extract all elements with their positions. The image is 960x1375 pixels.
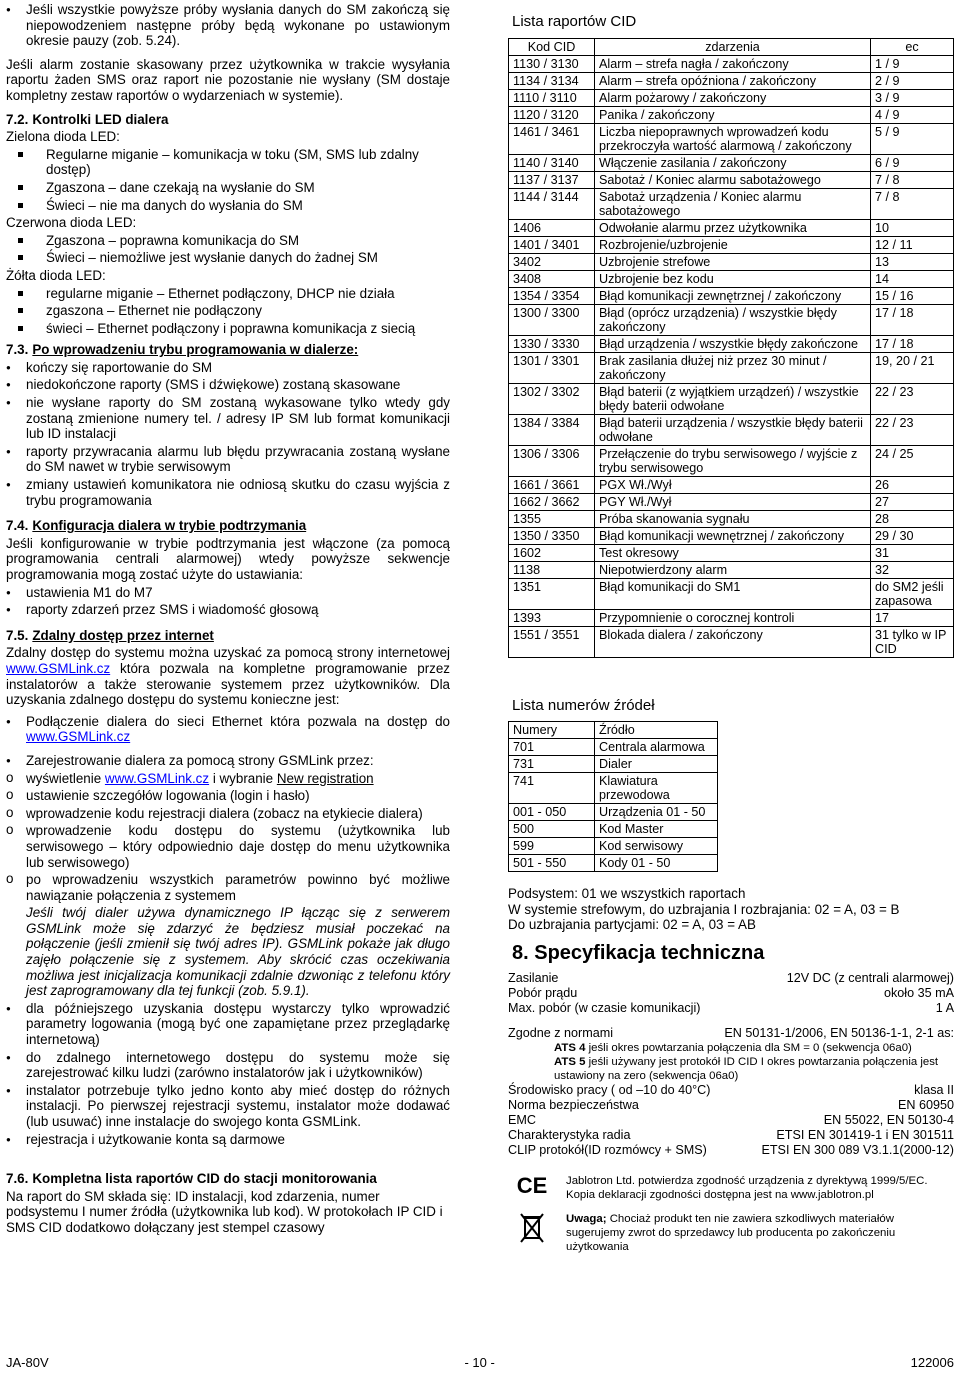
- table-cell: 1140 / 3140: [509, 154, 595, 171]
- table-cell: 1134 / 3134: [509, 72, 595, 89]
- table-cell: 22 / 23: [871, 414, 954, 445]
- programming-mode-list: [6, 360, 450, 508]
- spec-row: [508, 986, 954, 1001]
- table-cell: 1 / 9: [871, 55, 954, 72]
- list-item: ● raporty przywracania alarmu lub błędu przywracania zostaną wysłane do SM nawet w trybie serwisowym: [6, 444, 450, 475]
- list-item: ● do zdalnego internetowego dostępu do systemu może się zarejestrować kilku ludzi (zarówno instalatorów jak i użytkowników): [6, 1050, 450, 1081]
- yellow-led-label: Żółta dioda LED:: [6, 267, 106, 283]
- table-cell: Sabotaż / Koniec alarmu sabotażowego: [595, 171, 871, 188]
- green-led-list: [6, 147, 450, 213]
- table-cell: Kod serwisowy: [595, 838, 718, 855]
- table-cell: 6 / 9: [871, 154, 954, 171]
- table-cell: Sabotaż urządzenia / Koniec alarmu sabotażowego: [595, 188, 871, 219]
- table-cell: Kody 01 - 50: [595, 855, 718, 872]
- spec-note: ATS 5 jeśli używany jest protokół ID CID I okres powtarzania połączenia jest ustawiony na zero (sekwencja 06a0): [554, 1055, 939, 1082]
- table-cell: Uzbrojenie strefowe: [595, 253, 871, 270]
- table-cell: 1351: [509, 578, 595, 609]
- table-cell: Alarm – strefa nagła / zakończony: [595, 55, 871, 72]
- page-number: - 10 -: [464, 1355, 495, 1370]
- spec-value: ETSI EN 301419-1 i EN 301511: [776, 1127, 954, 1142]
- table-row: [509, 171, 954, 188]
- table-cell: 701: [509, 739, 595, 756]
- table-cell: 24 / 25: [871, 445, 954, 476]
- list-item: ● raporty zdarzeń przez SMS i wiadomość głosową: [6, 602, 450, 618]
- red-led-label: Czerwona dioda LED:: [6, 215, 137, 231]
- table-cell: 3 / 9: [871, 89, 954, 106]
- spec-label: Pobór prądu: [508, 985, 578, 1000]
- table-cell: Włączenie zasilania / zakończony: [595, 154, 871, 171]
- yellow-led-list: [6, 286, 450, 337]
- spec-value: klasa II: [914, 1082, 954, 1097]
- table-row: [509, 106, 954, 123]
- table-row: [509, 414, 954, 445]
- table-cell: Błąd baterii (z wyjątkiem urządzeń) / wszystkie błędy baterii odwołane: [595, 383, 871, 414]
- list-item: Świeci – niemożliwe jest wysłanie danych do żadnej SM: [6, 250, 450, 266]
- table-cell: 599: [509, 838, 595, 855]
- disposal-note: Uwaga; Chociaż produkt ten nie zawiera szkodliwych materiałów sugerujemy zwrot do sprzedawcy lub producenta po zakończeniu użytkowania: [566, 1212, 896, 1253]
- table-cell: Błąd komunikacji do SM1: [595, 578, 871, 609]
- table-cell: 1302 / 3302: [509, 383, 595, 414]
- spec-label: CLIP protokół(ID rozmówcy + SMS): [508, 1142, 707, 1157]
- table-row: [509, 561, 954, 578]
- table-cell: 5 / 9: [871, 123, 954, 154]
- spec-value: ETSI EN 300 089 V3.1.1(2000-12): [761, 1142, 954, 1157]
- list-item: o ustawienie szczegółów logowania (login i hasło): [6, 788, 450, 804]
- cid-list-title: Lista raportów CID: [512, 13, 637, 30]
- spec-note: ATS 4 jeśli okres powtarzania połączenia dla SM = 0 (sekwencja 06a0): [554, 1041, 912, 1054]
- table-row: [509, 383, 954, 414]
- table-cell: 3402: [509, 253, 595, 270]
- subsystem-info: [508, 886, 954, 933]
- table-row: [509, 578, 954, 609]
- list-item: świeci – Ethernet podłączony i poprawna komunikacja z siecią: [6, 321, 450, 337]
- table-row: [509, 335, 954, 352]
- table-row: [509, 219, 954, 236]
- gsmlink-link[interactable]: www.GSMLink.cz: [104, 770, 210, 786]
- table-cell: Panika / zakończony: [595, 106, 871, 123]
- spec-list: [508, 1083, 954, 1158]
- list-item: ● ustawienia M1 do M7: [6, 585, 450, 601]
- section-heading: 7.2. Kontrolki LED dialera: [6, 111, 169, 127]
- list-item: ● nie wysłane raporty do SM zostaną wykasowane tylko wtedy gdy zostaną zmienione numery tel. / adresy IP SM lub format komunikacji lub ID instalacji: [6, 395, 450, 442]
- spec-label: Zasilanie: [508, 970, 559, 985]
- table-row: [509, 544, 954, 561]
- list-item: ● Jeśli wszystkie powyższe próby wysłania danych do SM zakończą się niepowodzeniem następne próby będą wykonane po ustawionym okresie pauzy (zob. 5.24).: [6, 2, 450, 49]
- green-led-label: Zielona dioda LED:: [6, 129, 120, 145]
- table-row: [509, 527, 954, 544]
- table-cell: Kod Master: [595, 821, 718, 838]
- table-cell: 1661 / 3661: [509, 476, 595, 493]
- table-cell: PGX Wł./Wył: [595, 476, 871, 493]
- table-cell: Rozbrojenie/uzbrojenie: [595, 236, 871, 253]
- list-item: ● instalator potrzebuje tylko jedno konto aby mieć dostęp do różnych instalacji. Po pierwszej rejestracji systemu, instalator może dodawać (lub usuwać) inne instalacje do swojego konta GSMLink.: [6, 1083, 450, 1130]
- table-cell: 1300 / 3300: [509, 304, 595, 335]
- list-item: Zgaszona – dane czekają na wysłanie do SM: [6, 180, 450, 196]
- table-cell: Urządzenia 01 - 50: [595, 804, 718, 821]
- list-item: zgaszona – Ethernet nie podłączony: [6, 303, 450, 319]
- table-cell: 1138: [509, 561, 595, 578]
- table-cell: 7 / 8: [871, 171, 954, 188]
- table-cell: 32: [871, 561, 954, 578]
- table-cell: 1350 / 3350: [509, 527, 595, 544]
- source-list-title: Lista numerów źródeł: [512, 696, 655, 714]
- table-cell: 1144 / 3144: [509, 188, 595, 219]
- spec-row: Zgodne z normami EN 50131-1/2006, EN 50136-1-1, 2-1 as:: [508, 1025, 954, 1040]
- table-header: Kod CID: [509, 38, 595, 55]
- paragraph: Na raport do SM składa się: ID instalacji, kod zdarzenia, numer podsystemu I numer źródła (użytkownika lub kod). W protokołach IP CID i SMS CID dodatkowo dołączany jest stempel czasowy: [6, 1188, 443, 1235]
- registration-steps: [6, 771, 450, 904]
- table-row: [509, 55, 954, 72]
- spec-row: [508, 1128, 954, 1143]
- table-row: [509, 123, 954, 154]
- list-item: regularne miganie – Ethernet podłączony, DHCP nie działa: [6, 286, 450, 302]
- table-row: [509, 352, 954, 383]
- table-cell: 1354 / 3354: [509, 287, 595, 304]
- table-cell: 10: [871, 219, 954, 236]
- table-header: ec: [871, 38, 954, 55]
- table-cell: 26: [871, 476, 954, 493]
- section-heading: 7.5. Zdalny dostęp przez internet: [6, 627, 214, 643]
- spec-label: Norma bezpieczeństwa: [508, 1097, 639, 1112]
- table-cell: 500: [509, 821, 595, 838]
- table-cell: 1110 / 3110: [509, 89, 595, 106]
- table-cell: 31 tylko w IP CID: [871, 626, 954, 657]
- page-title: 8. Specyfikacja techniczna: [512, 941, 765, 964]
- table-cell: Błąd baterii urządzenia / wszystkie błędy baterii odwołane: [595, 414, 871, 445]
- footer-model: JA-80V: [6, 1355, 49, 1370]
- table-cell: Błąd komunikacji zewnętrznej / zakończony: [595, 287, 871, 304]
- source-table: [508, 721, 718, 872]
- table-cell: do SM2 jeśli zapasowa: [871, 578, 954, 609]
- table-cell: 1301 / 3301: [509, 352, 595, 383]
- table-cell: 22 / 23: [871, 383, 954, 414]
- table-row: [509, 804, 718, 821]
- spec-row: [508, 1098, 954, 1113]
- table-cell: Źródło: [595, 722, 718, 739]
- table-row: [509, 739, 718, 756]
- table-cell: 27: [871, 493, 954, 510]
- table-cell: Klawiatura przewodowa: [595, 773, 718, 804]
- table-row: [509, 756, 718, 773]
- table-row: [509, 253, 954, 270]
- table-row: [509, 510, 954, 527]
- crossed-bin-icon: [508, 1212, 556, 1254]
- table-cell: PGY Wł./Wył: [595, 493, 871, 510]
- table-cell: 1355: [509, 510, 595, 527]
- table-row: [509, 89, 954, 106]
- list-item: ● niedokończone raporty (SMS i dźwiękowe) zostaną skasowane: [6, 377, 450, 393]
- table-cell: Próba skanowania sygnału: [595, 510, 871, 527]
- paragraph: Jeśli alarm zostanie skasowany przez użytkownika w trakcie wysyłania raportu żaden SMS oraz raport nie pozostanie nie wysłany (SM dostaje kompletny zestaw raportów o wydarzeniach w systemie).: [6, 56, 450, 103]
- table-cell: 1137 / 3137: [509, 171, 595, 188]
- table-cell: 001 - 050: [509, 804, 595, 821]
- table-cell: 31: [871, 544, 954, 561]
- table-cell: 1662 / 3662: [509, 493, 595, 510]
- subsystem-line: Do uzbrajania partycjami: 02 = A, 03 = AB: [508, 917, 756, 933]
- gsmlink-link[interactable]: www.GSMLink.cz: [6, 660, 111, 676]
- spec-label: Charakterystyka radia: [508, 1127, 631, 1142]
- italic-note: Jeśli twój dialer używa dynamicznego IP łącząc się z serwerem GSMLink może się zdarzyć że będziesz musiał poczekać na połączenie (jeśli zmienił się twój adres IP). GSMLink pokaże jak długo zajęło połączenie się z systemem. Aby skrócić czas oczekiwania możliwa jest inicjalizacja komunikacji zdalnie dzwoniąc z telefonu który jest zaprogramowany dla tej funkcji (zob. 5.9.1).: [26, 905, 450, 999]
- table-cell: Przełączenie do trybu serwisowego / wyjście z trybu serwisowego: [595, 445, 871, 476]
- table-row: [509, 287, 954, 304]
- table-cell: 17 / 18: [871, 304, 954, 335]
- spec-row: [508, 1001, 954, 1016]
- section-heading: 7.6. Kompletna lista raportów CID do stacji monitorowania: [6, 1171, 377, 1187]
- table-row: [509, 72, 954, 89]
- spec-value: EN 60950: [897, 1097, 954, 1112]
- spec-row: [508, 971, 954, 986]
- table-cell: 1602: [509, 544, 595, 561]
- spec-label: Max. pobór (w czasie komunikacji): [508, 1000, 701, 1015]
- table-cell: 1406: [509, 219, 595, 236]
- gsmlink-link[interactable]: www.GSMLink.cz: [26, 729, 131, 745]
- list-item: o wyświetlenie www.GSMLink.cz i wybranie New registration: [6, 771, 450, 787]
- table-row: [509, 773, 718, 804]
- list-item: o wprowadzenie kodu rejestracji dialera (zobacz na etykiecie dialera): [6, 806, 450, 822]
- table-cell: Liczba niepoprawnych wprowadzeń kodu przekroczyła wartość alarmową / zakończony: [595, 123, 871, 154]
- table-cell: 17 / 18: [871, 335, 954, 352]
- red-led-list: [6, 233, 450, 266]
- table-cell: Blokada dialera / zakończony: [595, 626, 871, 657]
- spec-value: około 35 mA: [883, 985, 954, 1000]
- paragraph: Zdalny dostęp do systemu można uzyskać za pomocą strony internetowej www.GSMLink.cz która pozwala na kompletne programowanie przez instalatorów a także sterowanie systemem przez użytkowników. Dla uzyskania zdalnego dostępu do systemu konieczne jest:: [6, 645, 450, 708]
- spec-row: [508, 1143, 954, 1158]
- table-cell: Brak zasilania dłużej niż przez 30 minut / zakończony: [595, 352, 871, 383]
- table-header: zdarzenia: [595, 38, 871, 55]
- table-cell: 1384 / 3384: [509, 414, 595, 445]
- cid-table: [508, 38, 954, 658]
- table-row: [509, 626, 954, 657]
- table-cell: Centrala alarmowa: [595, 739, 718, 756]
- subsystem-line: W systemie strefowym, do uzbrajania I rozbrajania: 02 = A, 03 = B: [508, 901, 900, 917]
- table-row: [509, 236, 954, 253]
- spec-value: 1 A: [935, 1000, 954, 1015]
- table-row: [509, 821, 718, 838]
- ce-declaration: Jablotron Ltd. potwierdza zgodność urządzenia z dyrektywą 1999/5/EC. Kopia deklaracji zgodności dostępna jest na www.jablotron.pl: [566, 1174, 928, 1201]
- list-item: ● rejestracja i użytkowanie konta są darmowe: [6, 1132, 450, 1148]
- spec-row: [508, 1113, 954, 1128]
- table-row: [509, 855, 718, 872]
- spec-value: 12V DC (z centrali alarmowej): [786, 970, 954, 985]
- table-cell: 501 - 550: [509, 855, 595, 872]
- table-row: [509, 154, 954, 171]
- table-row: [509, 304, 954, 335]
- list-item: Świeci – nie ma danych do wysłania do SM: [6, 198, 450, 214]
- table-cell: Niepotwierdzony alarm: [595, 561, 871, 578]
- table-cell: 28: [871, 510, 954, 527]
- table-cell: Błąd komunikacji wewnętrznej / zakończony: [595, 527, 871, 544]
- table-cell: Błąd (oprócz urządzenia) / wszystkie błędy zakończony: [595, 304, 871, 335]
- table-cell: 17: [871, 609, 954, 626]
- table-cell: Numery: [509, 722, 595, 739]
- table-cell: 1330 / 3330: [509, 335, 595, 352]
- list-item: ● Podłączenie dialera do sieci Ethernet która pozwala na dostęp do www.GSMLink.cz: [6, 714, 450, 745]
- left-column: [6, 0, 450, 1236]
- table-cell: Błąd urządzenia / wszystkie błędy zakończone: [595, 335, 871, 352]
- table-cell: 1120 / 3120: [509, 106, 595, 123]
- table-cell: 3408: [509, 270, 595, 287]
- table-cell: Przypomnienie o corocznej kontroli: [595, 609, 871, 626]
- table-cell: 731: [509, 756, 595, 773]
- ce-mark-icon: CE: [516, 1172, 548, 1198]
- table-cell: 13: [871, 253, 954, 270]
- table-cell: 741: [509, 773, 595, 804]
- list-item: ● Zarejestrowanie dialera za pomocą strony GSMLink przez:: [6, 753, 450, 769]
- table-cell: Alarm – strefa opóźniona / zakończony: [595, 72, 871, 89]
- table-cell: 1130 / 3130: [509, 55, 595, 72]
- spec-row: [508, 1083, 954, 1098]
- table-row: [509, 722, 718, 739]
- table-cell: 1461 / 3461: [509, 123, 595, 154]
- right-column: [508, 0, 954, 1254]
- list-item: ● dla późniejszego uzyskania dostępu wystarczy tylko wprowadzić parametry logowania (mogą być one zapamiętane przez przeglądarkę internetową): [6, 1001, 450, 1048]
- table-cell: 12 / 11: [871, 236, 954, 253]
- table-cell: 1551 / 3551: [509, 626, 595, 657]
- list-item: o wprowadzenie kodu dostępu do systemu (użytkownika lub serwisowego – który odpowiednio daje dostęp do menu użytkownika lub serwisowego): [6, 823, 450, 870]
- table-cell: Uzbrojenie bez kodu: [595, 270, 871, 287]
- table-row: [509, 188, 954, 219]
- spec-label: EMC: [508, 1112, 536, 1127]
- table-row: [509, 445, 954, 476]
- table-cell: 14: [871, 270, 954, 287]
- table-cell: Alarm pożarowy / zakończony: [595, 89, 871, 106]
- remote-access-notes: [6, 1001, 450, 1147]
- table-row: [509, 609, 954, 626]
- table-cell: 7 / 8: [871, 188, 954, 219]
- table-row: [509, 493, 954, 510]
- subsystem-line: Podsystem: 01 we wszystkich raportach: [508, 886, 746, 902]
- table-cell: 1393: [509, 609, 595, 626]
- table-cell: 2 / 9: [871, 72, 954, 89]
- backup-config-list: [6, 585, 450, 618]
- spec-label: Środowisko pracy ( od –10 do 40°C): [508, 1082, 711, 1097]
- section-heading: 7.4. Konfiguracja dialera w trybie podtrzymania: [6, 518, 307, 534]
- table-row: [509, 270, 954, 287]
- list-item: ● kończy się raportowanie do SM: [6, 360, 450, 376]
- table-row: [509, 838, 718, 855]
- section-heading: 7.3. Po wprowadzeniu trybu programowania w dialerze:: [6, 342, 359, 358]
- paragraph: Jeśli konfigurowanie w trybie podtrzymania jest włączone (za pomocą programowania centrali alarmowej) wtedy powyższe sekwencje programowania mogą zostać użyte do ustawiania:: [6, 535, 450, 582]
- table-cell: 29 / 30: [871, 527, 954, 544]
- page-footer: [6, 1355, 954, 1371]
- table-cell: Dialer: [595, 756, 718, 773]
- list-item: o po wprowadzeniu wszystkich parametrów powinno być możliwe nawiązanie połączenia z systemem: [6, 872, 450, 903]
- table-cell: Odwołanie alarmu przez użytkownika: [595, 219, 871, 236]
- spec-list: [508, 971, 954, 1016]
- list-item: ● zmiany ustawień komunikatora nie odniosą skutku do czasu wyjścia z trybu programowania: [6, 477, 450, 508]
- table-cell: Test okresowy: [595, 544, 871, 561]
- spec-value: EN 55022, EN 50130-4: [823, 1112, 954, 1127]
- table-row: [509, 476, 954, 493]
- list-item: Regularne miganie – komunikacja w toku (SM, SMS lub zdalny dostęp): [6, 147, 450, 178]
- table-cell: 1306 / 3306: [509, 445, 595, 476]
- footer-code: 122006: [910, 1355, 954, 1370]
- table-cell: 4 / 9: [871, 106, 954, 123]
- table-cell: 19, 20 / 21: [871, 352, 954, 383]
- table-cell: 15 / 16: [871, 287, 954, 304]
- list-item: Zgaszona – poprawna komunikacja do SM: [6, 233, 450, 249]
- table-cell: 1401 / 3401: [509, 236, 595, 253]
